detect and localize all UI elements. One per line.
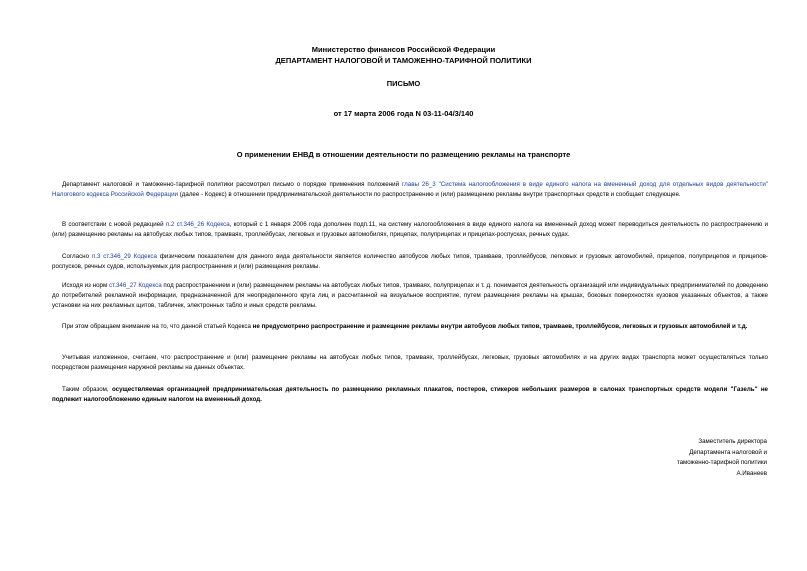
p4-text-b: под распространением и (или) размещением рекламы на автобусах любых типов, трамваях, полуприцепах и т. д. понимается деятельность организаций или индивидуальных предпринимателей по доведению до потребителей рекламной информации, предназначенной для неопределенного круга лиц и рассчитанной на визуальное восприятие, путем размещения рекламы на крышах, боковых поверхностях кузовов указанных объектов, а также установки на них рекламных щитов, табличек, электронных табло и иных средств рекламы. — [52, 282, 768, 309]
paragraph-7 — [52, 385, 768, 405]
paragraph-3 — [52, 252, 768, 272]
p6-text-a: Учитывая изложенное, считаем, что распространение и (или) размещение рекламы на автобусах любых типов, трамваях, троллейбусах, легковых, грузовых автомобилях и на других видах транспорта может осуществляться только посредством размещения наружной рекламы на данных объектах. — [52, 354, 768, 371]
link-article-346-26[interactable]: п.2 ст.346_26 Кодекса — [165, 221, 230, 228]
signature-name: А.Иванеев — [736, 469, 767, 477]
signature-position: Заместитель директора — [698, 438, 767, 445]
document-date-number: от 17 марта 2006 года N 03-11-04/3/140 — [333, 109, 474, 118]
paragraph-2 — [52, 220, 768, 240]
link-article-346-27[interactable]: ст.346_27 Кодекса — [109, 282, 162, 289]
ministry-title: Министерство финансов Российской Федерации — [311, 45, 496, 54]
paragraph-4 — [52, 281, 768, 311]
link-chapter-26-3[interactable]: главы 26_3 "Система налогообложения в виде единого налога на вмененный доход для отдельных видов деятельности" — [402, 181, 769, 188]
p1-text-c: (далее - Кодекс) в отношении предпринимательской деятельности по распространению и (или) размещению рекламы внутри транспортных средств и сообщает следующее. — [177, 191, 681, 198]
signature-department-cont: таможенно-тарифной политики — [676, 459, 767, 466]
p5-text-a: При этом обращаем внимание на то, что данной статьей Кодекса — [62, 323, 253, 330]
document-type: ПИСЬМО — [386, 79, 421, 88]
p2-text-b: , который с 1 января 2006 года дополнен подп.11, на систему налогообложения в виде единого налога на вмененный доход может переводиться деятельность по распространению и (или) размещению рекламы на автобусах любых типов, трамваях, троллейбусах, легковых и грузовых автомобилях, прицепах, полуприцепах и прицепах-роспусках, речных судах. — [52, 221, 768, 238]
paragraph-6 — [52, 353, 768, 373]
p7-text-a: Таким образом, — [62, 386, 112, 393]
p3-text-b: физическим показателем для данного вида деятельности является количество автобусов любых типов, трамваев, троллейбусов, легковых и грузовых автомобилей, прицепов, полуприцепов и прицепов-роспусков, речных судов, используемых для распространения и (или) размещения рекламы. — [52, 253, 768, 270]
p5-bold-text: не предусмотрено распространение и размещение рекламы внутри автобусов любых типов, трамваев, троллейбусов, легковых и грузовых автомобилей и т.д. — [252, 323, 748, 330]
p7-bold-text: осуществляемая организацией предпринимательская деятельность по размещению рекламных плакатов, постеров, стикеров небольших размеров в салонах транспортных средств модели "Газель" не подлежит налогообложению единым налогом на вмененный доход. — [52, 386, 768, 403]
paragraph-5 — [52, 322, 768, 332]
signature-block — [677, 437, 767, 479]
document-subject: О применении ЕНВД в отношении деятельности по размещению рекламы на транспорте — [236, 150, 571, 159]
p2-text-a: В соответствии с новой редакцией — [62, 221, 166, 228]
p3-text-a: Согласно — [62, 253, 92, 260]
p1-text-a: Департамент налоговой и таможенно-тарифной политики рассмотрел письмо о порядке применения положений — [62, 181, 403, 188]
signature-department: Департамента налоговой и — [689, 448, 767, 456]
link-tax-code[interactable]: Налогового кодекса Российской Федерации — [52, 191, 178, 198]
link-article-346-29[interactable]: п.3 ст.346_29 Кодекса — [91, 253, 157, 260]
p4-text-a: Исходя из норм — [62, 282, 109, 289]
paragraph-1 — [52, 180, 768, 200]
department-title: ДЕПАРТАМЕНТ НАЛОГОВОЙ И ТАМОЖЕННО-ТАРИФНОЙ ПОЛИТИКИ — [275, 56, 532, 65]
